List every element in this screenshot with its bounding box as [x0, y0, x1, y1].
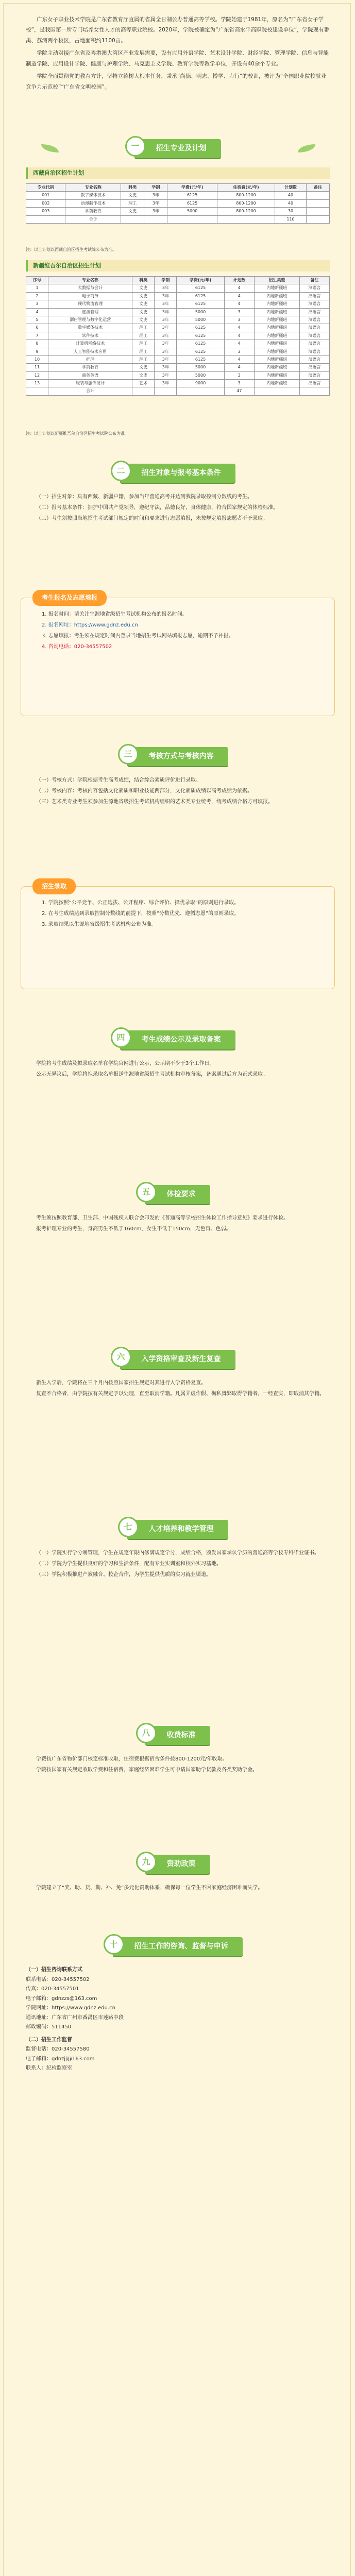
table-cell: 理工 — [132, 324, 155, 332]
table-cell: 文史 — [132, 308, 155, 316]
contact-email-link[interactable]: 电子邮箱：gdnzjj@163.com — [26, 2056, 95, 2062]
table-cell: 护理 — [48, 355, 132, 363]
table-cell: 6125 — [177, 340, 224, 348]
contact-line: 邮政编码：511450 — [26, 2024, 72, 2030]
table-row — [26, 308, 330, 316]
table-header: 计划数 — [275, 184, 307, 192]
table-cell: 3 — [224, 371, 254, 379]
section-number: 一 — [125, 136, 146, 157]
paragraph: 1. 学院按照“公平竞争、公正选拔、公开程序、综合评价、择优录取”的原则进行录取。 — [42, 900, 240, 906]
section-title-text: 体检要求 — [166, 1190, 196, 1198]
section-title-review — [116, 1350, 235, 1369]
table-cell — [306, 199, 329, 207]
table-cell: 4 — [224, 292, 254, 300]
table-row — [26, 348, 330, 355]
table-cell: 商务英语 — [48, 371, 132, 379]
paragraph: 考生须按照教育部、卫生部、中国残疾人联合会印发的《普通高等学校招生体检工作指导意见》要求进行体检。 — [36, 1215, 289, 1221]
table-cell: 3 — [224, 380, 254, 387]
table-cell: 6125 — [167, 192, 217, 199]
table-row — [26, 332, 330, 340]
table-cell: 汉语言 — [299, 364, 329, 371]
table-header: 专业名称 — [48, 277, 132, 284]
table-cell: 6125 — [177, 348, 224, 355]
contact-heading: （一）招生咨询联系方式 — [26, 1967, 82, 1973]
section-title-fees — [142, 1726, 210, 1745]
table-cell: 内地新疆班 — [254, 324, 299, 332]
table-cell: 3年 — [155, 284, 177, 292]
table-cell: 800-1200 — [217, 208, 275, 215]
section-number: 二 — [111, 461, 131, 481]
paragraph: 新生入学后，学院将在三个月内按照国家招生规定对其进行入学资格复查。 — [36, 1380, 206, 1386]
contact-website-link[interactable]: 学院网址：https://www.gdnz.edu.cn — [26, 2005, 115, 2011]
paragraph: 3. 志愿填报：考生须在规定时间内登录当地招生考试网站填报志愿，逾期不予补报。 — [42, 633, 234, 639]
table-cell: 合计 — [48, 387, 132, 395]
table-cell: 001 — [26, 192, 65, 199]
paragraph: 学费按广东省物价部门核定标准收取，住宿费根据宿舍条件按800-1200元/年收取。 — [36, 1756, 228, 1762]
table-header: 科类 — [121, 184, 144, 192]
section-title-health — [142, 1185, 210, 1204]
table-cell: 理工 — [132, 355, 155, 363]
table-cell: 6 — [26, 324, 48, 332]
table-cell: 8 — [26, 340, 48, 348]
table-cell: 文史 — [132, 300, 155, 308]
table-cell: 文史 — [121, 192, 144, 199]
paragraph: 1. 报名时间：请关注生源地省级招生考试机构公布的报名时间。 — [42, 612, 188, 617]
section-title-text: 人才培养和教学管理 — [148, 1525, 214, 1533]
table-cell: 4 — [224, 324, 254, 332]
table-cell: 内地新疆班 — [254, 340, 299, 348]
table-cell — [26, 215, 65, 223]
table-cell: 合计 — [65, 215, 121, 223]
table-cell: 汉语言 — [299, 316, 329, 324]
plan-table-tibet — [26, 183, 330, 224]
paragraph: （一）招生对象：具有西藏、新疆户籍，参加当年普通高考并达到我院录取控制分数线的考生。 — [36, 494, 252, 500]
contact-line: 联系电话：020-34557502 — [26, 1976, 90, 1982]
table-cell: 汉语言 — [299, 340, 329, 348]
table-cell — [217, 215, 275, 223]
table-cell: 12 — [26, 371, 48, 379]
table-cell: 002 — [26, 199, 65, 207]
paragraph: （一）考核方式：学院根据考生高考成绩，结合综合素质评价进行录取。 — [36, 777, 201, 783]
table-cell: 5000 — [167, 208, 217, 215]
table-cell — [144, 215, 167, 223]
table-cell: 3 — [224, 308, 254, 316]
table-cell: 学前教育 — [48, 364, 132, 371]
contact-line: 监督电话：020-34557580 — [26, 2046, 90, 2052]
table-cell — [299, 387, 329, 395]
contact-line: 联系人：纪检监察室 — [26, 2065, 72, 2071]
contact-email-link[interactable]: 电子邮箱：gdnzzs@163.com — [26, 1995, 97, 2002]
table-cell: 11 — [26, 364, 48, 371]
table-cell: 5000 — [177, 364, 224, 371]
table-header: 科类 — [132, 277, 155, 284]
table-cell: 3年 — [144, 199, 167, 207]
table-cell: 3年 — [144, 208, 167, 215]
table-cell: 6125 — [177, 300, 224, 308]
table-cell: 内地新疆班 — [254, 371, 299, 379]
table-cell: 内地新疆班 — [254, 316, 299, 324]
table-cell: 9000 — [177, 380, 224, 387]
table-header: 备注 — [306, 184, 329, 192]
contact-line: 通讯地址：广东省广州市番禺区市莲路中段 — [26, 2014, 124, 2021]
table-cell: 3年 — [155, 324, 177, 332]
table-row — [26, 340, 330, 348]
paragraph: （二）学院为学生提供良好的学习和生活条件，配有专业实训室和校外实习基地。 — [36, 1561, 222, 1567]
contact-section — [26, 1965, 330, 2074]
section-title-teaching — [124, 1520, 228, 1539]
table-row — [26, 199, 330, 207]
admission-card — [21, 883, 335, 989]
table-cell: 3年 — [155, 332, 177, 340]
paragraph: （二）考核内容：考核内容包括文化素质和职业技能两部分，文化素质成绩以高考成绩为依据。 — [36, 788, 252, 794]
paragraph: （三）考生须按照当地招生考试部门规定的时间和要求进行志愿填报，未按规定填报志愿者不予录取。 — [36, 516, 268, 521]
table-cell: 4 — [224, 284, 254, 292]
table-cell: 6125 — [177, 355, 224, 363]
table-cell: 3年 — [155, 292, 177, 300]
table-cell: 110 — [275, 215, 307, 223]
table-cell: 理工 — [132, 332, 155, 340]
table-cell: 7 — [26, 332, 48, 340]
table-cell: 30 — [275, 208, 307, 215]
table-cell: 13 — [26, 380, 48, 387]
health-text — [26, 1213, 330, 1235]
table-cell — [177, 387, 224, 395]
table-header-row — [26, 184, 330, 192]
table-row — [26, 371, 330, 379]
table-cell: 旅游管理 — [48, 308, 132, 316]
table-cell — [306, 208, 329, 215]
table-cell: 文史 — [121, 208, 144, 215]
section-title-text: 招生对象与报考基本条件 — [141, 469, 221, 477]
section-title-text: 收费标准 — [166, 1731, 196, 1739]
table-cell — [155, 387, 177, 395]
leaf-icon — [298, 144, 315, 152]
table-cell: 2 — [26, 292, 48, 300]
table-cell: 4 — [224, 364, 254, 371]
table-cell: 汉语言 — [299, 324, 329, 332]
plan-banner-xinjiang: 新疆维吾尔自治区招生计划 — [26, 260, 330, 272]
table-cell: 汉语言 — [299, 371, 329, 379]
table-cell: 3年 — [155, 308, 177, 316]
table-cell: 内地新疆班 — [254, 284, 299, 292]
table-cell: 内地新疆班 — [254, 292, 299, 300]
paragraph: 公示无异议后，学院将拟录取名单报送生源地省级招生考试机构审核备案，备案通过后方为正式录取。 — [36, 1072, 268, 1077]
table-cell: 汉语言 — [299, 332, 329, 340]
table-cell: 5 — [26, 316, 48, 324]
card-label: 考生报名及志愿填报 — [32, 590, 107, 606]
table-cell: 800-1200 — [217, 199, 275, 207]
table-cell: 服装与服饰设计 — [48, 380, 132, 387]
section-number: 五 — [136, 1182, 157, 1202]
table-cell: 数字媒体技术 — [48, 324, 132, 332]
table-cell: 内地新疆班 — [254, 364, 299, 371]
table-cell: 内地新疆班 — [254, 348, 299, 355]
table-cell: 汉语言 — [299, 348, 329, 355]
table-cell: 10 — [26, 355, 48, 363]
table-cell: 软件技术 — [48, 332, 132, 340]
table-cell: 内地新疆班 — [254, 308, 299, 316]
table-row — [26, 284, 330, 292]
table-note: 注：以上计划以新疆维吾尔自治区招生考试院公布为准。 — [26, 431, 129, 436]
table-cell: 6125 — [177, 324, 224, 332]
table-cell: 003 — [26, 208, 65, 215]
table-cell: 内地新疆班 — [254, 300, 299, 308]
paragraph: 4. 咨询电话：020-34557502 — [42, 644, 112, 650]
table-cell: 人工智能技术应用 — [48, 348, 132, 355]
review-text — [26, 1378, 330, 1400]
paragraph: （一）学院实行学分制管理，学生在规定年限内修满规定学分，成绩合格，颁发国家承认学历的普通高等学校专科毕业证书。 — [36, 1550, 319, 1556]
table-cell: 现代物流管理 — [48, 300, 132, 308]
table-header: 学费(元/年) — [177, 277, 224, 284]
table-header: 专业名称 — [65, 184, 121, 192]
table-row — [26, 364, 330, 371]
table-cell: 文史 — [132, 284, 155, 292]
table-cell: 3 — [224, 348, 254, 355]
table-cell: 动漫制作技术 — [65, 199, 121, 207]
section-number: 九 — [136, 1852, 157, 1872]
intro-section — [26, 14, 330, 92]
registration-text — [31, 609, 325, 653]
section-title-contact — [109, 1937, 243, 1956]
section-number: 七 — [118, 1517, 139, 1537]
section-title-text: 招生专业及计划 — [156, 144, 207, 152]
table-row — [26, 292, 330, 300]
table-row — [26, 192, 330, 199]
paragraph: 复查不合格者，由学院按有关规定予以处理，直至取消学籍。凡属弄虚作假、徇私舞弊取得学籍者，一经查实，即取消其学籍。 — [36, 1391, 325, 1397]
table-cell: 40 — [275, 199, 307, 207]
paragraph: 学院建立了“奖、助、贷、勤、补、免”多元化资助体系，确保每一位学生不因家庭经济困难而失学。 — [36, 1885, 263, 1891]
paragraph: （三）学院积极推进产教融合、校企合作，为学生提供优质的实习就业渠道。 — [36, 1572, 211, 1578]
publicity-text — [26, 1059, 330, 1080]
table-cell: 4 — [224, 332, 254, 340]
paragraph: 2. 在考生成绩达到录取控制分数线的前提下，按照“分数优先、遵循志愿”的原则录取。 — [42, 911, 240, 917]
leaf-icon — [41, 144, 59, 152]
table-cell: 4 — [224, 340, 254, 348]
table-cell: 800-1200 — [217, 192, 275, 199]
section-title-eligibility — [116, 464, 235, 483]
section-title-aid — [142, 1855, 210, 1874]
table-cell: 4 — [224, 355, 254, 363]
table-row — [26, 380, 330, 387]
table-cell: 3年 — [155, 316, 177, 324]
table-cell: 3 — [26, 300, 48, 308]
table-cell: 3年 — [155, 380, 177, 387]
paragraph: 学院将考生成绩及拟录取名单在学院官网进行公示，公示期不少于3个工作日。 — [36, 1061, 215, 1066]
table-header: 学制 — [144, 184, 167, 192]
table-cell: 文史 — [132, 364, 155, 371]
table-header: 招生类型 — [254, 277, 299, 284]
table-cell: 文史 — [132, 292, 155, 300]
section-title-text: 考生成绩公示及录取备案 — [141, 1036, 221, 1044]
paragraph: （二）报考基本条件：拥护中国共产党领导，遵纪守法，品德良好，身体健康，符合国家规定的体检标准。 — [36, 505, 278, 511]
table-cell: 3年 — [155, 300, 177, 308]
assessment-text — [26, 775, 330, 808]
table-cell: 文史 — [132, 371, 155, 379]
table-note: 注：以上计划以西藏自治区招生考试院公布为准。 — [26, 247, 116, 252]
section-title-plan — [131, 139, 221, 158]
table-cell: 内地新疆班 — [254, 355, 299, 363]
table-cell: 汉语言 — [299, 292, 329, 300]
section-number: 十 — [104, 1934, 124, 1955]
contact-heading: （二）招生工作监督 — [26, 2037, 72, 2043]
table-cell: 3年 — [155, 371, 177, 379]
section-title-text: 资助政策 — [166, 1860, 196, 1868]
table-cell: 3年 — [144, 192, 167, 199]
table-cell: 汉语言 — [299, 300, 329, 308]
table-cell: 5000 — [177, 316, 224, 324]
table-cell — [26, 387, 48, 395]
table-cell: 4 — [26, 308, 48, 316]
table-cell: 理工 — [121, 199, 144, 207]
card-label: 招生录取 — [32, 878, 76, 894]
table-cell: 内地新疆班 — [254, 332, 299, 340]
table-row — [26, 316, 330, 324]
table-cell: 5000 — [177, 308, 224, 316]
table-header-row — [26, 277, 330, 284]
table-cell: 汉语言 — [299, 380, 329, 387]
table-row — [26, 387, 330, 395]
aid-text — [26, 1883, 330, 1894]
table-cell: 电子商务 — [48, 292, 132, 300]
table-cell: 5000 — [177, 371, 224, 379]
table-cell: 6125 — [177, 284, 224, 292]
registration-link[interactable]: 2. 报名网址：https://www.gdnz.edu.cn — [42, 622, 138, 628]
table-cell: 3年 — [155, 364, 177, 371]
table-cell — [132, 387, 155, 395]
table-cell: 3 — [224, 316, 254, 324]
table-row — [26, 324, 330, 332]
plan-table-xinjiang — [26, 276, 330, 396]
teaching-text — [26, 1548, 330, 1581]
table-cell: 9 — [26, 348, 48, 355]
table-cell: 理工 — [132, 348, 155, 355]
table-header: 备注 — [299, 277, 329, 284]
paragraph: 3. 录取结果以生源地省级招生考试机构公布为准。 — [42, 922, 157, 927]
table-cell: 理工 — [132, 340, 155, 348]
paragraph: 报考护理专业的考生，身高男生不低于160cm，女生不低于150cm，无色盲、色弱。 — [36, 1226, 231, 1232]
table-cell: 酒店管理与数字化运营 — [48, 316, 132, 324]
table-cell: 汉语言 — [299, 284, 329, 292]
table-row — [26, 300, 330, 308]
table-header: 专业代码 — [26, 184, 65, 192]
eligibility-text — [26, 492, 330, 524]
table-cell: 学前教育 — [65, 208, 121, 215]
table-cell — [167, 215, 217, 223]
table-header: 序号 — [26, 277, 48, 284]
section-title-text: 考核方式与考核内容 — [148, 752, 214, 760]
section-title-text: 入学资格审查及新生复查 — [141, 1355, 221, 1363]
intro-paragraph: 学院全面贯彻党的教育方针，坚持立德树人根本任务，秉承“尚德、明志、博学、力行”的校训，被评为“全国职业院校就业竞争力示范校”“广东省文明校园”。 — [26, 73, 327, 90]
plan-banner-tibet: 西藏自治区招生计划 — [26, 167, 330, 179]
section-number: 八 — [136, 1723, 157, 1743]
section-number: 三 — [118, 744, 139, 765]
table-cell: 4 — [224, 300, 254, 308]
table-cell: 47 — [224, 387, 254, 395]
table-cell — [306, 192, 329, 199]
table-cell: 文史 — [132, 316, 155, 324]
table-cell: 3年 — [155, 355, 177, 363]
table-cell: 大数据与会计 — [48, 284, 132, 292]
table-cell — [254, 387, 299, 395]
table-cell: 6125 — [177, 332, 224, 340]
section-title-text: 招生工作的咨询、监督与申诉 — [134, 1942, 228, 1951]
table-cell: 6125 — [167, 199, 217, 207]
table-cell: 汉语言 — [299, 308, 329, 316]
section-number: 四 — [111, 1027, 131, 1048]
paragraph: 学院按国家有关规定收取学费和住宿费，家庭经济困难学生可申请国家助学贷款及各类奖助学金。 — [36, 1767, 258, 1773]
table-row — [26, 208, 330, 215]
paragraph: （三）艺术类专业考生须参加生源地省级招生考试机构组织的艺术类专业统考，统考成绩合格方可填报。 — [36, 799, 273, 805]
section-title-publicity — [116, 1030, 235, 1049]
section-title-assessment — [124, 747, 228, 766]
table-cell — [121, 215, 144, 223]
table-cell: 40 — [275, 192, 307, 199]
intro-paragraph: 学院主动对接广东省及粤港澳大湾区产业发展需要，设有应用外语学院、艺术设计学院、财经学院、管理学院、信息与智能制造学院、应用设计学院、健康与护理学院、马克思主义学院、教育学院等教学单位，开设有40余个专业。 — [26, 50, 329, 67]
table-cell: 艺术 — [132, 380, 155, 387]
table-row — [26, 215, 330, 223]
table-cell: 汉语言 — [299, 355, 329, 363]
table-cell: 1 — [26, 284, 48, 292]
table-header: 计划数 — [224, 277, 254, 284]
table-cell — [306, 215, 329, 223]
table-cell: 3年 — [155, 348, 177, 355]
table-cell: 数字媒体技术 — [65, 192, 121, 199]
fees-text — [26, 1754, 330, 1776]
table-header: 学制 — [155, 277, 177, 284]
table-header: 住宿费(元/年) — [217, 184, 275, 192]
table-cell: 内地新疆班 — [254, 380, 299, 387]
admission-text — [31, 898, 325, 930]
registration-card — [21, 594, 335, 716]
table-row — [26, 355, 330, 363]
table-header: 学费(元/年) — [167, 184, 217, 192]
table-cell: 3年 — [155, 340, 177, 348]
section-number: 六 — [111, 1347, 131, 1367]
contact-line: 传真：020-34557501 — [26, 1986, 79, 1992]
intro-paragraph: 广东女子职业技术学院是广东省教育厅直属的省属全日制公办普通高等学校。学院始建于1981年，原名为“广东省女子学校”，是我国第一所专门培养女性人才的高等职业院校。2020年，学院被确定为“广东省高水平高职院校建设单位”，学院现有番禺、荔湾两个校区，占地面积约1100亩。 — [26, 16, 330, 44]
table-cell: 6125 — [177, 292, 224, 300]
table-cell: 计算机网络技术 — [48, 340, 132, 348]
